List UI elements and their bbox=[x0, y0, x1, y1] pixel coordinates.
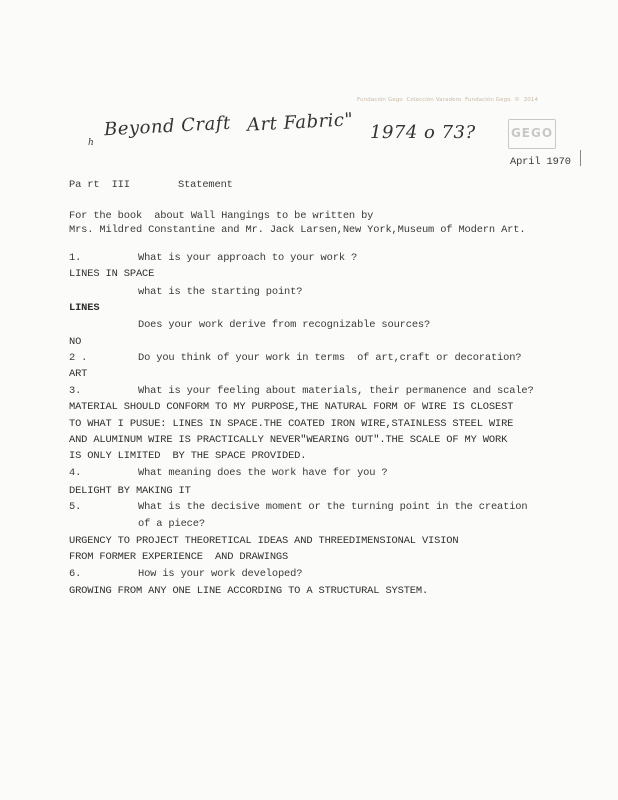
question-number: 3. bbox=[69, 385, 82, 397]
answer-text: IS ONLY LIMITED BY THE SPACE PROVIDED. bbox=[69, 450, 307, 462]
answer-text: AND ALUMINUM WIRE IS PRACTICALLY NEVER"WEARING OUT".THE SCALE OF MY WORK bbox=[69, 434, 508, 446]
answer-text: GROWING FROM ANY ONE LINE ACCORDING TO A STRUCTURAL SYSTEM. bbox=[69, 585, 429, 597]
answer-text: URGENCY TO PROJECT THEORETICAL IDEAS AND THREEDIMENSIONAL VISION bbox=[69, 535, 459, 547]
handwritten-year: 1974 o 73? bbox=[370, 122, 476, 143]
question-text: Does your work derive from recognizable sources? bbox=[138, 319, 431, 331]
part-label: Pa rt III bbox=[69, 179, 130, 191]
margin-rule bbox=[580, 150, 581, 166]
answer-text: FROM FORMER EXPERIENCE AND DRAWINGS bbox=[69, 551, 289, 563]
gego-logo-text: GEGO bbox=[510, 126, 554, 140]
question-number: 5. bbox=[69, 501, 82, 513]
handwritten-mark: h bbox=[88, 138, 95, 148]
answer-text: DELIGHT BY MAKING IT bbox=[69, 485, 191, 497]
answer-text: ART bbox=[69, 368, 88, 380]
intro-line-1: For the book about Wall Hangings to be written by bbox=[69, 210, 374, 222]
archive-stamp-text: Fundación Gego Colección Varadero Fundación Gego © 2014 bbox=[357, 97, 539, 103]
handwritten-title: Beyond Craft bbox=[103, 112, 232, 141]
answer-text: LINES bbox=[69, 302, 100, 314]
section-title: Statement bbox=[178, 179, 233, 191]
question-number: 4. bbox=[69, 467, 82, 479]
question-text: what is the starting point? bbox=[138, 286, 303, 298]
handwritten-subtitle: Art Fabric" bbox=[246, 109, 354, 136]
question-number: 1. bbox=[69, 252, 82, 264]
question-text-continued: of a piece? bbox=[138, 518, 205, 530]
answer-text: NO bbox=[69, 336, 82, 348]
question-number: 2 . bbox=[69, 352, 88, 364]
gego-logo bbox=[508, 119, 556, 149]
question-text: How is your work developed? bbox=[138, 568, 303, 580]
document-date: April 1970 bbox=[510, 156, 571, 168]
question-text: What is your approach to your work ? bbox=[138, 252, 358, 264]
question-text: What is your feeling about materials, their permanence and scale? bbox=[138, 385, 534, 397]
answer-text: LINES IN SPACE bbox=[69, 268, 155, 280]
intro-line-2: Mrs. Mildred Constantine and Mr. Jack Larsen,New York,Museum of Modern Art. bbox=[69, 224, 526, 236]
question-text: What meaning does the work have for you ? bbox=[138, 467, 388, 479]
answer-text: TO WHAT I PUSUE: LINES IN SPACE.THE COATED IRON WIRE,STAINLESS STEEL WIRE bbox=[69, 418, 514, 430]
question-text: What is the decisive moment or the turning point in the creation bbox=[138, 501, 528, 513]
question-number: 6. bbox=[69, 568, 82, 580]
answer-text: MATERIAL SHOULD CONFORM TO MY PURPOSE,THE NATURAL FORM OF WIRE IS CLOSEST bbox=[69, 401, 514, 413]
question-text: Do you think of your work in terms of art,craft or decoration? bbox=[138, 352, 522, 364]
